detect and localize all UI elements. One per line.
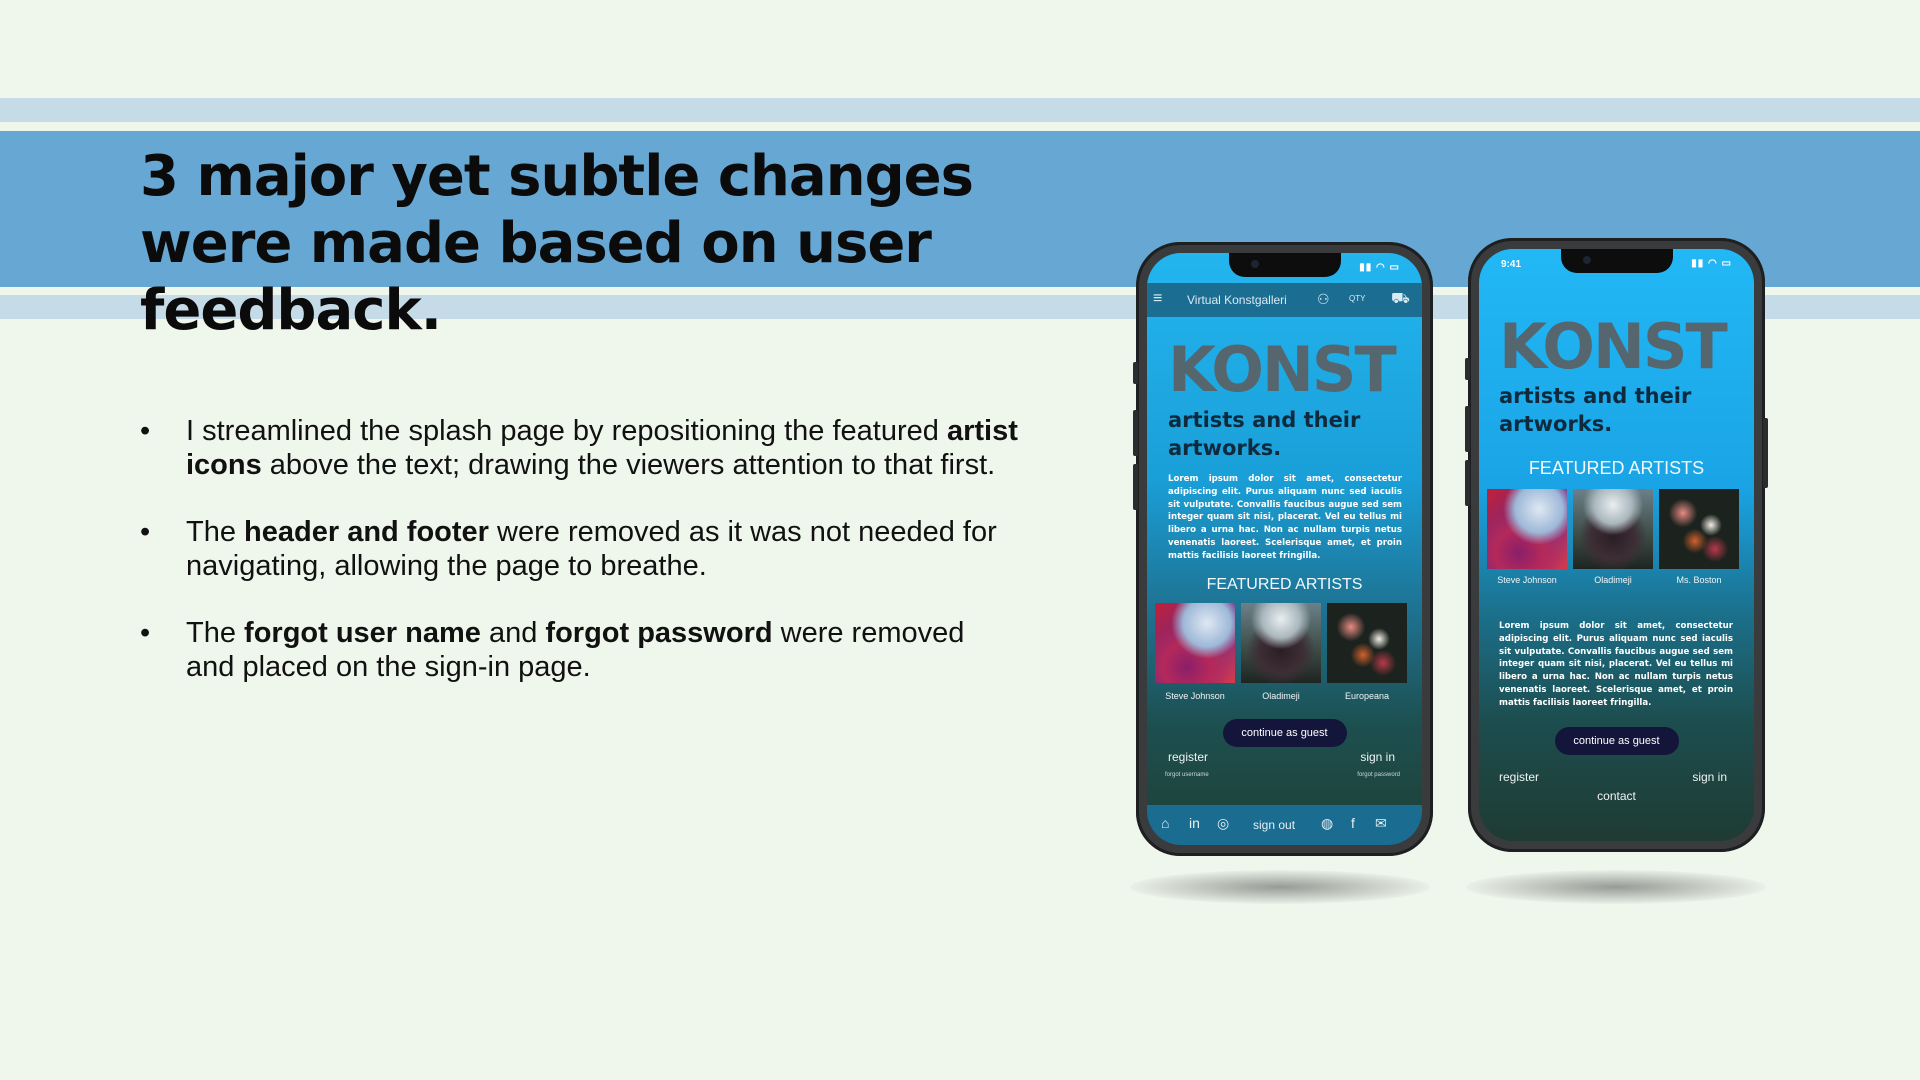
featured-artists-label: FEATURED ARTISTS xyxy=(1206,576,1363,593)
phone-shadow xyxy=(1466,870,1766,904)
phone-side-button xyxy=(1465,460,1470,506)
hero-title: KONST xyxy=(1499,310,1726,383)
brand-name[interactable]: Virtual Konstgalleri xyxy=(1187,293,1287,307)
artist-thumbnail[interactable] xyxy=(1573,489,1653,569)
bullet-dot: • xyxy=(140,415,151,447)
register-link[interactable]: register xyxy=(1499,770,1540,784)
forgot-username-link[interactable]: forgot username xyxy=(1165,772,1209,778)
signal-icon: ▮▮ ◠ ▭ xyxy=(1359,262,1400,273)
bullet-list xyxy=(140,414,1020,717)
hero-subtitle-line2: artworks. xyxy=(1168,436,1282,460)
bullet-item: • The header and footer were removed as it was not needed for navigating, allowing the page to breathe. xyxy=(140,516,997,582)
phone-side-button xyxy=(1133,464,1138,510)
intro-paragraph: Lorem ipsum dolor sit amet, consectetur adipiscing elit. Purus aliquam nunc sed iaculis sit vulputate. Convallis faucibus augue sed sem integer quam sit nisi, placerat. Vel eu tellus mi libero a urna hac. Non ac nullam turpis netus venenatis laoreet. Scelerisque amet, et proin mattis facilisis laoreet fringilla. xyxy=(1499,621,1733,708)
phone-side-button xyxy=(1465,358,1470,380)
forgot-password-link[interactable]: forgot password xyxy=(1357,772,1400,778)
app-header xyxy=(1147,283,1422,317)
phone-screen-before xyxy=(1147,253,1422,845)
artist-name[interactable]: Oladimeji xyxy=(1262,691,1300,701)
intro-paragraph: Lorem ipsum dolor sit amet, consectetur adipiscing elit. Purus aliquam nunc sed iaculis sit vulputate. Convallis faucibus augue sed sem integer quam sit nisi, placerat. Vel eu tellus mi libero a urna hac. Non ac nullam turpis netus venenatis laoreet. Scelerisque amet, et proin mattis facilisis laoreet fringilla. xyxy=(1168,474,1402,561)
phone-notch xyxy=(1561,249,1673,273)
bullet-item: • The forgot user name and forgot password were removed and placed on the sign-in page. xyxy=(140,617,965,683)
artist-name[interactable]: Steve Johnson xyxy=(1165,691,1225,701)
phone-mockup-before xyxy=(1136,242,1433,856)
phone-screen-after xyxy=(1479,249,1754,841)
contact-link[interactable]: contact xyxy=(1597,789,1636,803)
sign-out-link[interactable]: sign out xyxy=(1253,818,1296,832)
slide-title: 3 major yet subtle changes were made based on user feedback. xyxy=(140,144,973,343)
artist-name[interactable]: Steve Johnson xyxy=(1497,575,1557,585)
hero-subtitle-line2: artworks. xyxy=(1499,412,1613,436)
artist-thumbnail[interactable] xyxy=(1327,603,1407,683)
artist-thumbnail[interactable] xyxy=(1155,603,1235,683)
artist-name[interactable]: Europeana xyxy=(1344,691,1390,701)
app-footer xyxy=(1147,805,1422,845)
linkedin-icon[interactable]: in xyxy=(1189,815,1200,831)
mail-icon[interactable]: ✉ xyxy=(1375,815,1387,831)
continue-as-guest-button[interactable]: continue as guest xyxy=(1223,719,1347,747)
top-accent-band xyxy=(0,98,1920,122)
phone-side-button xyxy=(1133,362,1138,384)
phone-shadow xyxy=(1130,870,1430,904)
cart-icon[interactable]: ⛟ xyxy=(1391,290,1410,307)
artist-thumbnail[interactable] xyxy=(1487,489,1567,569)
sign-in-link[interactable]: sign in xyxy=(1692,770,1727,784)
artist-name[interactable]: Ms. Boston xyxy=(1676,575,1722,585)
phone-mockup-after xyxy=(1468,238,1765,852)
phone-notch xyxy=(1229,253,1341,277)
hero-subtitle-line1: artists and their xyxy=(1168,408,1361,432)
facebook-icon[interactable]: f xyxy=(1351,815,1355,831)
signal-icon: ▮▮ ◠ ▭ xyxy=(1691,258,1732,269)
camera-icon xyxy=(1583,256,1591,264)
register-link[interactable]: register xyxy=(1168,750,1209,764)
dribbble-icon[interactable]: ◍ xyxy=(1321,815,1334,831)
hero-subtitle-line1: artists and their xyxy=(1499,384,1692,408)
home-icon[interactable]: ⌂ xyxy=(1161,815,1170,831)
bullet-dot: • xyxy=(140,516,151,548)
continue-as-guest-button[interactable]: continue as guest xyxy=(1555,727,1679,755)
featured-artists-label: FEATURED ARTISTS xyxy=(1528,458,1705,478)
artist-name[interactable]: Oladimeji xyxy=(1594,575,1632,585)
artist-thumbnail[interactable] xyxy=(1241,603,1321,683)
status-time: 9:41 xyxy=(1501,259,1522,270)
user-icon[interactable]: ⚇ xyxy=(1317,291,1330,307)
bullet-dot: • xyxy=(140,617,151,649)
hero-title: KONST xyxy=(1168,333,1395,406)
artist-thumbnail[interactable] xyxy=(1659,489,1739,569)
sign-in-link[interactable]: sign in xyxy=(1360,750,1395,764)
qty-label: QTY xyxy=(1349,294,1366,303)
phone-side-button xyxy=(1763,418,1768,488)
bullet-item: • I streamlined the splash page by repositioning the featured artist icons above the text; drawing the viewers attention to that first. xyxy=(140,415,1018,481)
menu-icon[interactable]: ≡ xyxy=(1153,290,1163,307)
instagram-icon[interactable]: ◎ xyxy=(1217,815,1230,831)
camera-icon xyxy=(1251,260,1259,268)
phone-side-button xyxy=(1133,410,1138,456)
phone-side-button xyxy=(1465,406,1470,452)
